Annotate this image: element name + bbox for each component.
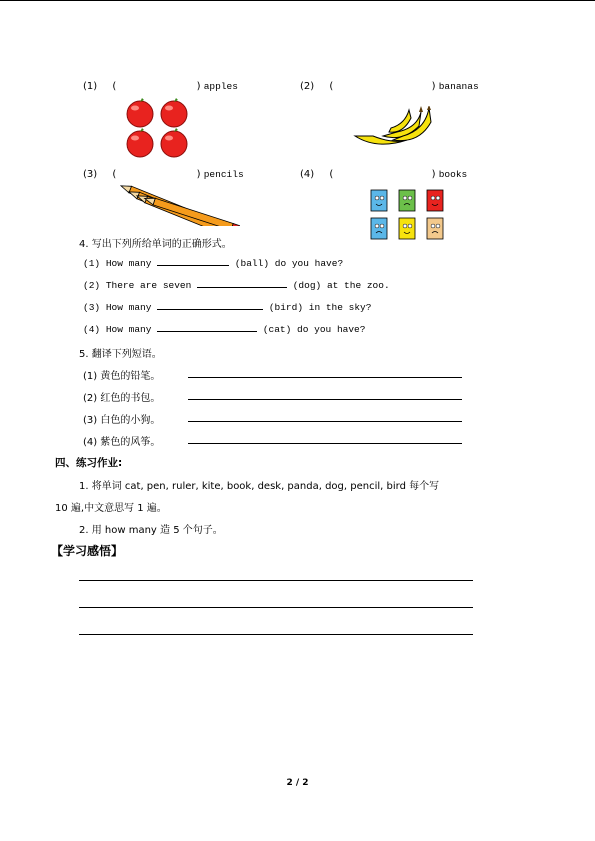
reflection-line[interactable] [79, 634, 473, 635]
book-icon [371, 218, 387, 239]
section-4-title: 4. 写出下列所给单词的正确形式。 [79, 239, 232, 250]
phrase-text: 白色的小狗。 [100, 415, 161, 426]
page-number: 2 / 2 [286, 778, 309, 788]
given-word: (cat) [262, 324, 292, 335]
apple-icon [161, 128, 187, 157]
answer-blank[interactable] [157, 257, 229, 266]
apple-icon [161, 98, 187, 127]
homework-item-1-line-1: 1. 将单词 cat, pen, ruler, kite, book, desk, panda, dog, pencil, bird 每个写 [79, 481, 440, 492]
pencils-picture [120, 184, 240, 226]
picture-item-3 [83, 169, 244, 180]
sentence-start: How many [105, 324, 152, 335]
translate-item-2 [83, 389, 160, 404]
sentence-end: do you have? [274, 258, 344, 269]
sentence-start: How many [105, 302, 152, 313]
word-form-item-1 [83, 257, 343, 269]
answer-blank[interactable] [197, 279, 287, 288]
word-form-item-2 [83, 279, 390, 291]
book-icon [427, 190, 443, 211]
word-form-item-4 [83, 323, 365, 335]
translate-item-1 [83, 367, 160, 382]
item-number: (2) [83, 280, 101, 291]
apples-picture [124, 98, 190, 160]
reflection-line[interactable] [79, 607, 473, 608]
answer-blank[interactable] [157, 323, 257, 332]
banana-icon [355, 106, 431, 144]
close-paren: ) [431, 81, 436, 92]
item-number: (2) [300, 81, 315, 92]
sentence-end: at the zoo. [326, 280, 390, 291]
picture-item-1 [83, 81, 238, 92]
homework-heading: 四、练习作业: [55, 457, 123, 469]
answer-blank[interactable] [157, 301, 263, 310]
picture-item-4 [300, 169, 467, 180]
books-picture [369, 188, 449, 242]
phrase-text: 红色的书包。 [100, 393, 161, 404]
open-paren: ( [329, 81, 334, 92]
homework-item-1-line-2: 10 遍,中文意思写 1 遍。 [55, 503, 167, 514]
page-top-border [0, 0, 595, 1]
given-word: (dog) [292, 280, 322, 291]
book-icon [371, 190, 387, 211]
picture-word: apples [203, 81, 238, 92]
bananas-picture [353, 106, 435, 148]
apple-icon [127, 98, 153, 127]
picture-word: books [438, 169, 468, 180]
book-icon [399, 218, 415, 239]
phrase-text: 紫色的风筝。 [100, 437, 161, 448]
sentence-start: How many [105, 258, 152, 269]
item-number: (1) [83, 371, 98, 382]
close-paren: ) [431, 169, 436, 180]
item-number: (4) [83, 324, 101, 335]
given-word: (ball) [234, 258, 270, 269]
picture-word: bananas [438, 81, 479, 92]
open-paren: ( [112, 169, 117, 180]
book-icon [399, 190, 415, 211]
item-number: (1) [83, 258, 101, 269]
given-word: (bird) [268, 302, 304, 313]
answer-line[interactable] [188, 399, 462, 400]
item-number: (4) [300, 169, 315, 180]
sentence-end: in the sky? [308, 302, 372, 313]
sentence-end: do you have? [297, 324, 366, 335]
picture-word: pencils [203, 169, 244, 180]
item-number: (3) [83, 415, 98, 426]
translate-item-3 [83, 411, 160, 426]
item-number: (1) [83, 81, 98, 92]
homework-item-2: 2. 用 how many 造 5 个句子。 [79, 525, 223, 536]
apple-icon [127, 128, 153, 157]
close-paren: ) [196, 169, 201, 180]
item-number: (2) [83, 393, 98, 404]
translate-item-4 [83, 433, 160, 448]
book-icon [427, 218, 443, 239]
open-paren: ( [329, 169, 334, 180]
reflection-heading: 【学习感悟】 [51, 544, 124, 558]
item-number: (3) [83, 169, 98, 180]
picture-item-2 [300, 81, 479, 92]
sentence-start: There are seven [105, 280, 192, 291]
section-5-title: 5. 翻译下列短语。 [79, 349, 162, 360]
answer-line[interactable] [188, 377, 462, 378]
word-form-item-3 [83, 301, 371, 313]
reflection-line[interactable] [79, 580, 473, 581]
close-paren: ) [196, 81, 201, 92]
answer-line[interactable] [188, 443, 462, 444]
answer-line[interactable] [188, 421, 462, 422]
open-paren: ( [112, 81, 117, 92]
item-number: (3) [83, 302, 101, 313]
item-number: (4) [83, 437, 98, 448]
phrase-text: 黄色的铅笔。 [100, 371, 161, 382]
